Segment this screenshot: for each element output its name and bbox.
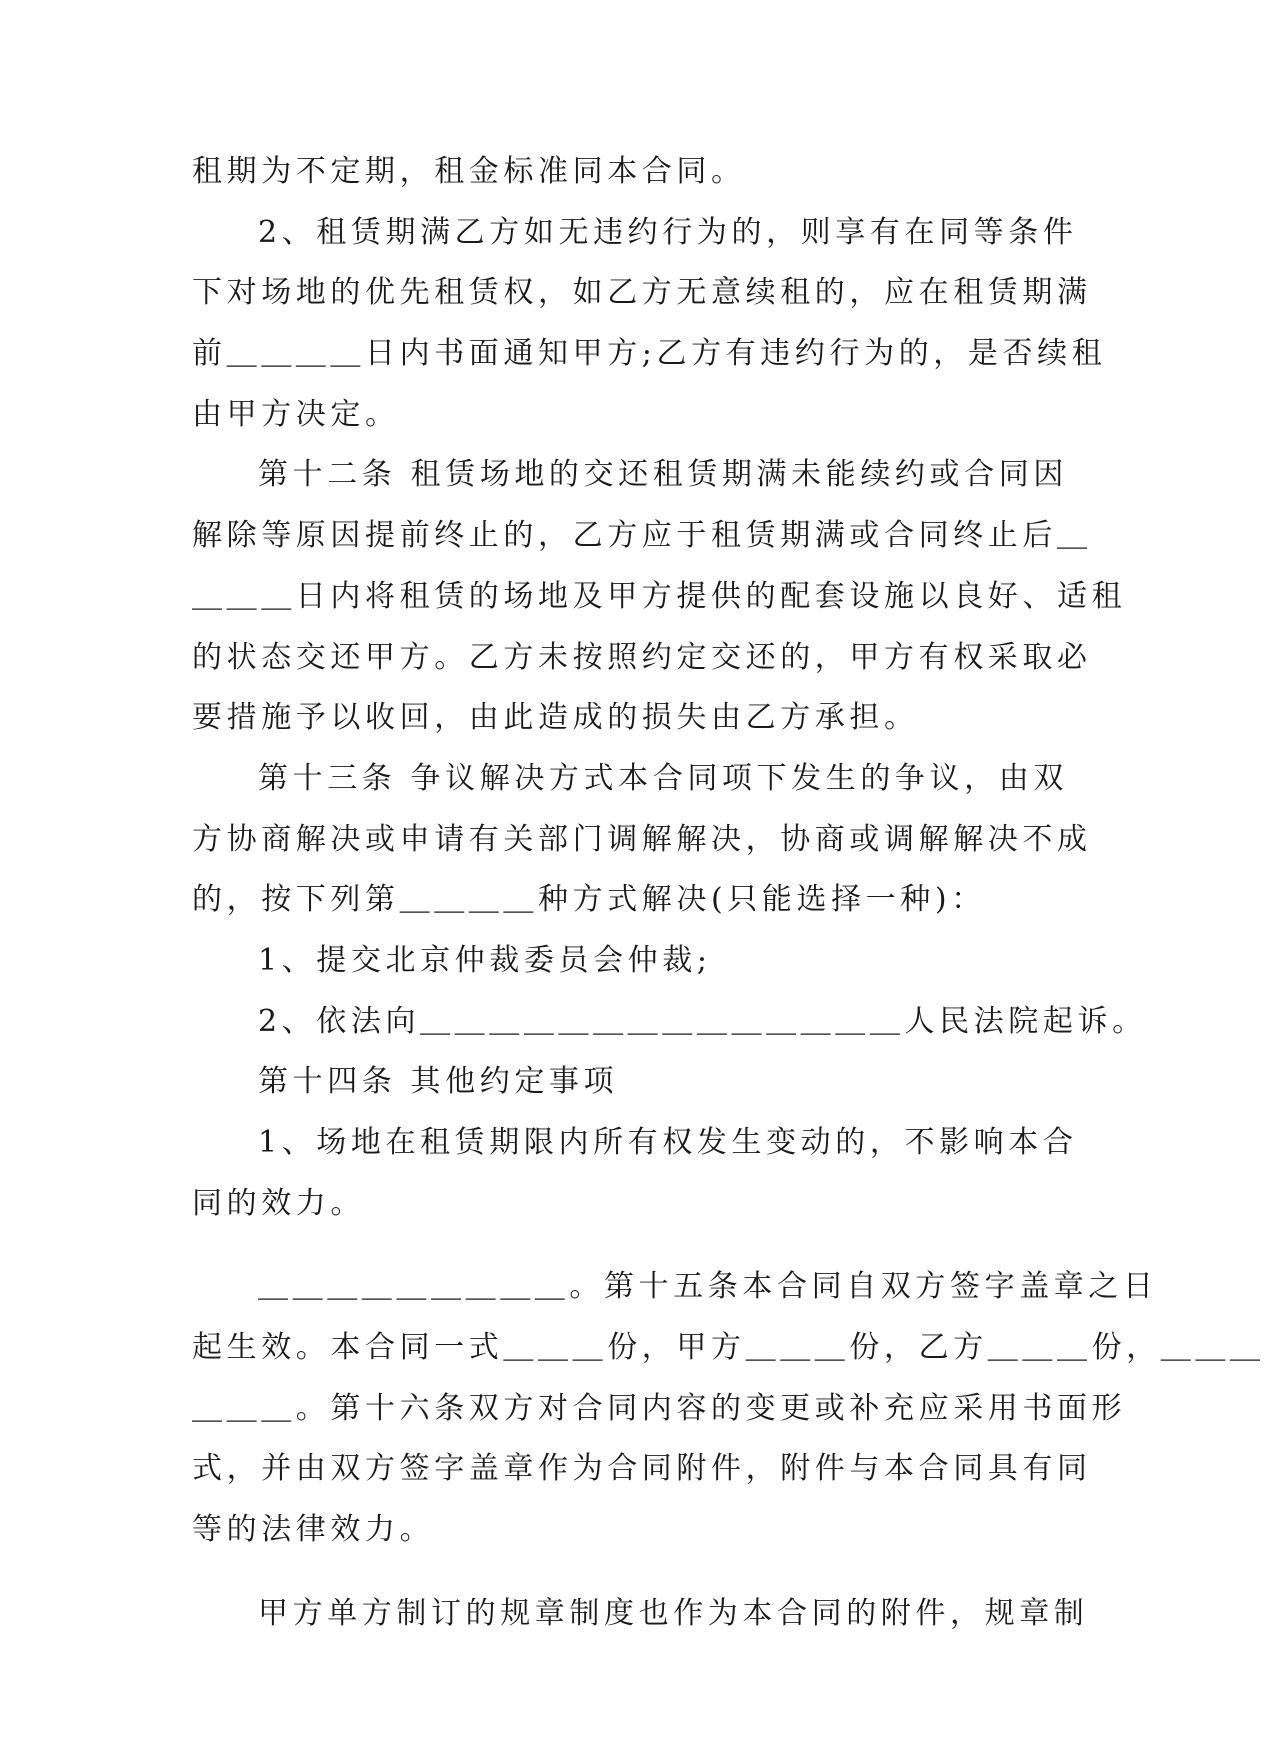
text-line: 下对场地的优先租赁权，如乙方无意续租的，应在租赁期满 (192, 275, 1092, 311)
text-line: 方协商解决或申请有关部门调解解决，协商或调解解决不成 (192, 821, 1092, 857)
text-line: 1、提交北京仲裁委员会仲裁; (258, 942, 712, 978)
text-line: 同的效力。 (192, 1185, 365, 1221)
document-page (192, 142, 1265, 1645)
text-line: 等的法律效力。 (192, 1512, 435, 1548)
text-line: 甲方单方制订的规章制度也作为本合同的附件，规章制 (258, 1595, 1089, 1631)
text-line: 起生效。本合同一式＿＿＿份，甲方＿＿＿份，乙方＿＿＿份，＿＿＿ (192, 1330, 1265, 1366)
text-line: 1、场地在租赁期限内所有权发生变动的，不影响本合 (258, 1125, 1078, 1160)
text-line: ＿＿＿。第十六条双方对合同内容的变更或补充应采用书面形 (192, 1390, 1127, 1426)
text-line: 2、依法向＿＿＿＿＿＿＿＿＿＿＿＿＿＿人民法院起诉。 (258, 1003, 1147, 1039)
paragraph-gap (192, 1234, 1052, 1257)
text-line: ＿＿＿＿＿＿＿＿＿。第十五条本合同自双方签字盖章之日 (258, 1269, 1158, 1305)
text-line: 解除等原因提前终止的，乙方应于租赁期满或合同终止后＿ (192, 518, 1092, 554)
text-line: 的，按下列第＿＿＿＿种方式解决(只能选择一种)： (192, 882, 986, 918)
text-line: 前＿＿＿＿日内书面通知甲方;乙方有违约行为的，是否续租 (192, 336, 1107, 372)
text-line: 租期为不定期，租金标准同本合同。 (192, 154, 746, 189)
text-line: 要措施予以收回，由此造成的损失由乙方承担。 (192, 700, 919, 736)
text-line: 的状态交还甲方。乙方未按照约定交还的，甲方有权采取必 (192, 639, 1092, 675)
text-line: 式，并由双方签字盖章作为合同附件，附件与本合同具有同 (192, 1451, 1092, 1487)
text-line: ＿＿＿日内将租赁的场地及甲方提供的配套设施以良好、适租 (192, 578, 1127, 614)
paragraph-gap (192, 1561, 1052, 1584)
text-line: 第十二条 租赁场地的交还租赁期满未能续约或合同因 (258, 457, 1068, 493)
text-line: 第十四条 其他约定事项 (258, 1064, 619, 1100)
text-line: 2、租赁期满乙方如无违约行为的，则享有在同等条件 (258, 214, 1078, 250)
text-line: 由甲方决定。 (192, 396, 400, 432)
text-line: 第十三条 争议解决方式本合同项下发生的争议，由双 (258, 760, 1068, 796)
